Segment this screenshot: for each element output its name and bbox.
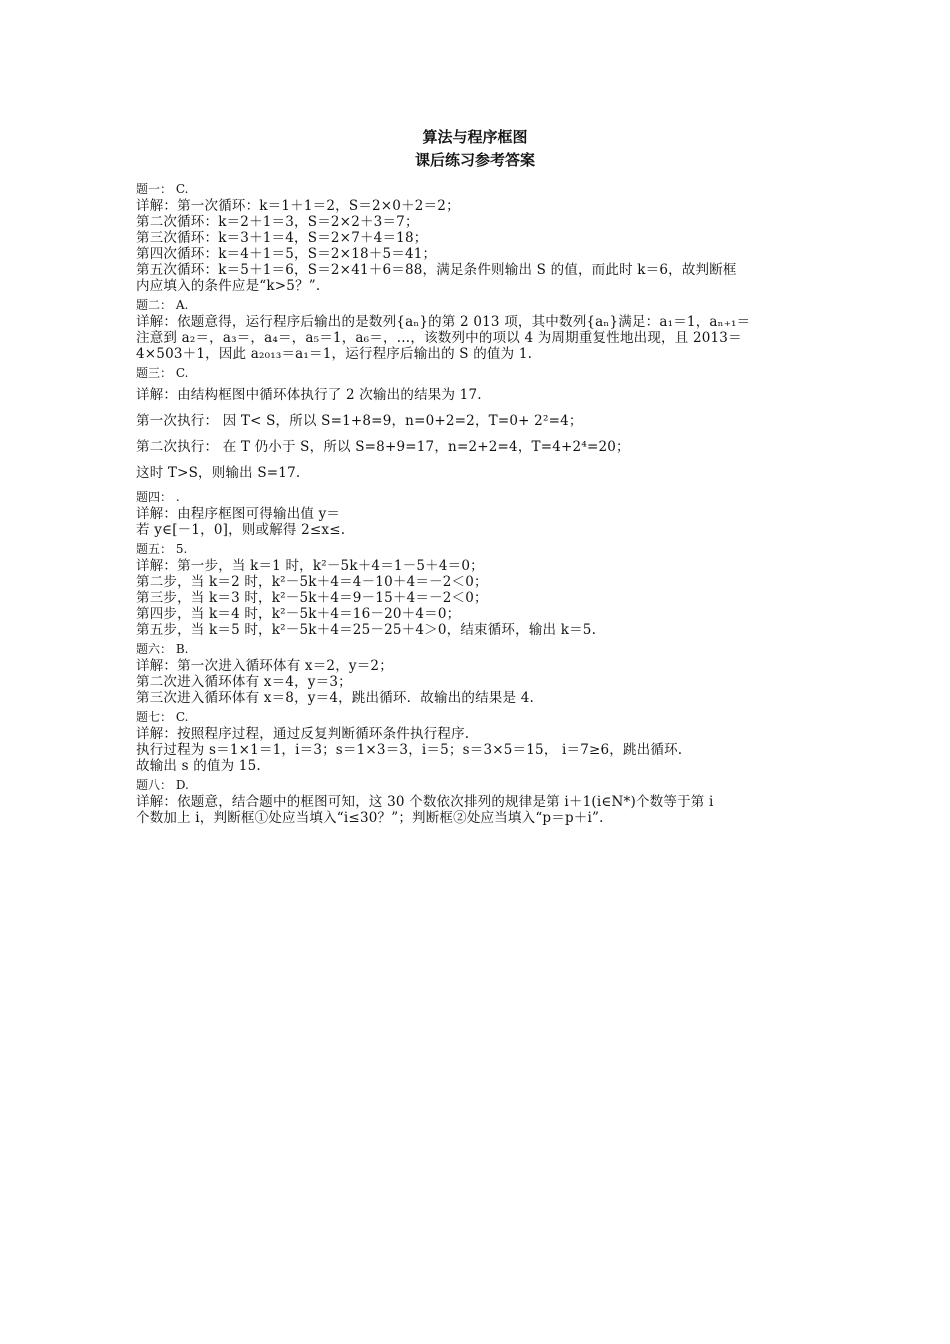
answer-line: 第四次循环：k＝4＋1＝5，S＝2×18＋5＝41；	[136, 246, 437, 262]
answer-line: 详解：第一次进入循环体有 x＝2，y＝2；	[136, 658, 393, 674]
answer-line: 第三次循环：k＝3＋1＝4，S＝2×7＋4＝18；	[136, 230, 428, 246]
answer-line: 第二次执行： 在 T 仍小于 S，所以 S=8+9=17，n=2+2=4，T=4+2⁴=20；	[136, 439, 630, 455]
answer-line: 第三次进入循环体有 x＝8，y＝4，跳出循环．故输出的结果是 4.	[136, 690, 534, 706]
answer-line: 详解：第一次循环：k＝1＋1＝2，S＝2×0＋2＝2；	[136, 198, 460, 214]
document-title: 算法与程序框图	[422, 128, 528, 146]
answer-line: 详解：依题意，结合题中的框图可知，这 30 个数依次排列的规律是第 i＋1(i∈N*)个数等于第 i	[136, 794, 714, 810]
answer-line: 详解：依题意得，运行程序后输出的是数列{aₙ}的第 2 013 项，其中数列{aₙ}满足：a₁＝1，aₙ₊₁＝	[136, 314, 751, 330]
answer-line: 第四步，当 k＝4 时，k²－5k＋4＝16－20＋4＝0；	[136, 606, 461, 622]
answer-line: 第五次循环：k＝5＋1＝6，S＝2×41＋6＝88，满足条件则输出 S 的值，而此时 k＝6，故判断框	[136, 262, 737, 278]
answer-line: 第二步，当 k＝2 时，k²－5k＋4＝4－10＋4＝－2＜0；	[136, 574, 488, 590]
question-8-label: 题八： D.	[136, 778, 189, 792]
document-subtitle: 课后练习参考答案	[414, 151, 535, 169]
answer-line: 第一次执行： 因 T< S，所以 S=1+8=9，n=0+2=2，T=0+ 2²=4；	[136, 413, 583, 429]
question-3-label: 题三： C.	[136, 366, 189, 380]
answer-line: 详解：按照程序过程，通过反复判断循环条件执行程序.	[136, 726, 470, 742]
answer-line: 第二次循环：k＝2＋1＝3，S＝2×2＋3＝7；	[136, 214, 419, 230]
question-6-label: 题六： B.	[136, 642, 189, 656]
question-1-label: 题一： C.	[136, 182, 189, 196]
question-4-label: 题四： .	[136, 490, 180, 504]
answer-line: 第三步，当 k＝3 时，k²－5k＋4＝9－15＋4＝－2＜0；	[136, 590, 488, 606]
question-5-label: 题五： 5.	[136, 542, 188, 556]
question-7-label: 题七： C.	[136, 710, 189, 724]
answer-line: 4×503＋1，因此 a₂₀₁₃＝a₁＝1，运行程序后输出的 S 的值为 1.	[136, 346, 533, 362]
answer-line: 第二次进入循环体有 x＝4，y＝3；	[136, 674, 352, 690]
answer-line: 注意到 a₂＝，a₃＝，a₄＝，a₅＝1，a₆＝，…，该数列中的项以 4 为周期重复性地出现，且 2013＝	[136, 330, 742, 346]
answers-body	[136, 178, 826, 826]
answer-line: 第五步，当 k＝5 时，k²－5k＋4＝25－25＋4＞0，结束循环，输出 k＝5.	[136, 622, 597, 638]
answer-line: 这时 T>S，则输出 S=17.	[136, 465, 301, 481]
answer-line: 详解：由结构框图中循环体执行了 2 次输出的结果为 17.	[136, 387, 482, 403]
question-2-label: 题二： A.	[136, 298, 189, 312]
answer-line: 故输出 s 的值为 15.	[136, 758, 261, 774]
answer-line: 个数加上 i，判断框①处应当填入“i≤30？”；判断框②处应当填入“p＝p＋i”.	[136, 810, 604, 826]
answer-line: 详解：由程序框图可得输出值 y＝	[136, 506, 341, 522]
answer-line: 内应填入的条件应是“k>5？”.	[136, 278, 321, 294]
answer-line: 详解：第一步，当 k＝1 时，k²－5k＋4＝1－5＋4＝0；	[136, 558, 484, 574]
answer-line: 若 y∈[－1，0]，则或解得 2≤x≤.	[136, 522, 346, 538]
answer-line: 执行过程为 s＝1×1＝1，i＝3；s＝1×3＝3，i＝5；s＝3×5＝15， i＝7≥6，跳出循环.	[136, 742, 683, 758]
